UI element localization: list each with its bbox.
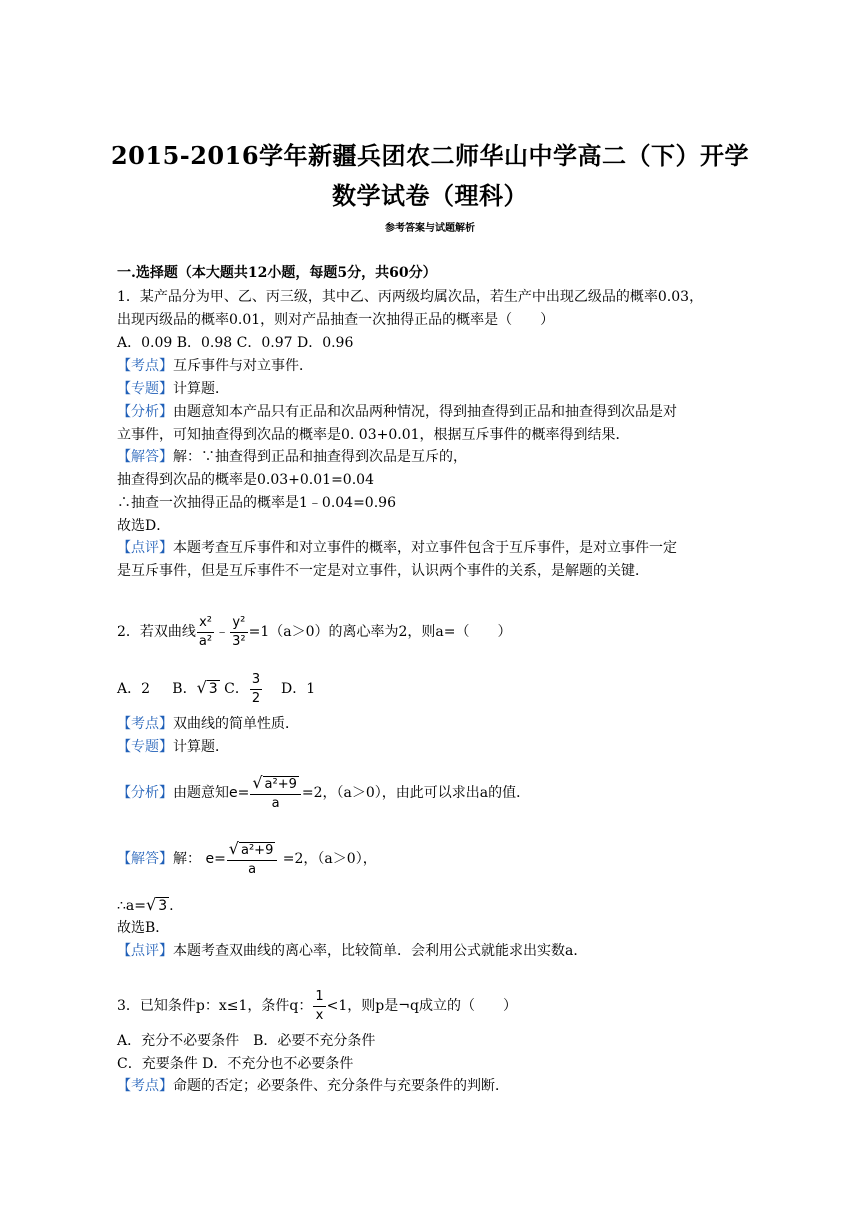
q2-option-a: A．2 [117, 681, 151, 697]
q2-answer [117, 895, 174, 916]
q3-stem [117, 986, 517, 1026]
q3-options-line2: C．充要条件 D．不充分也不必要条件 [117, 1056, 354, 1072]
q1-zhuanti [117, 379, 229, 399]
zhuanti-tag: 【专题】 [117, 739, 173, 755]
q1-jieda-text1: 解：∵抽查得到正品和抽查得到次品是互斥的， [173, 449, 467, 465]
q2-option-b: B． [172, 681, 197, 697]
q1-jieda-line3: ∴抽查一次抽得正品的概率是1﹣0.04=0.96 [117, 495, 396, 511]
q1-fenxi-line2: 立事件，可知抽查得到次品的概率是0. 03+0.01，根据互斥事件的概率得到结果． [117, 427, 630, 443]
q1-options: A．0.09 B．0.98 C．0.97 D．0.96 [117, 335, 354, 351]
section-heading: 一.选择题（本大题共12小题，每题5分，共60分） [117, 265, 437, 281]
fraction-denominator: a [248, 861, 257, 877]
q2-jieda-pre: 解： [173, 851, 201, 867]
jieda-tag: 【解答】 [117, 449, 173, 465]
q2-kaodian-text: 双曲线的简单性质． [173, 716, 299, 732]
fraction-numerator: y² [230, 614, 247, 633]
sqrt-symbol: √ [145, 895, 157, 914]
fraction-3-2 [250, 671, 262, 708]
fenxi-tag: 【分析】 [117, 785, 173, 801]
eccentricity-symbol: e= [229, 785, 250, 801]
q2-options [117, 668, 315, 709]
q2-dianping-text: 本题考查双曲线的离心率，比较简单．会利用公式就能求出实数a． [173, 943, 588, 959]
q1-jieda-line1 [117, 447, 467, 467]
q2-fenxi [117, 772, 530, 814]
fraction-denominator: x [315, 1007, 324, 1023]
dianping-tag: 【点评】 [117, 540, 173, 556]
sqrt-value: a²+9 [264, 776, 297, 792]
sqrt-symbol: √ [228, 838, 239, 858]
q1-kaodian-text: 互斥事件与对立事件． [173, 358, 313, 374]
fraction-denominator: a [271, 795, 280, 811]
q2-answer-pre: ∴a= [117, 898, 146, 914]
q3-options-line1: A．充分不必要条件 B．必要不充分条件 [117, 1033, 376, 1049]
q1-dianping-line2: 是互斥事件，但是互斥事件不一定是对立事件，认识两个事件的关系，是解题的关键． [117, 563, 649, 579]
minus-sign: ﹣ [215, 624, 230, 640]
q1-fenxi-text1: 由题意知本产品只有正品和次品两种情况，得到抽查得到正品和抽查得到次品是对 [173, 404, 677, 420]
q3-kaodian-text: 命题的否定；必要条件、充分条件与充要条件的判断． [173, 1078, 509, 1094]
q2-zhuanti [117, 737, 229, 757]
q2-zhuanti-text: 计算题． [173, 739, 229, 755]
q3-stem-post: <1，则p是¬q成立的（ ） [326, 998, 517, 1014]
q3-kaodian [117, 1076, 509, 1096]
q2-stem [117, 612, 511, 652]
fraction-numerator: x² [197, 614, 214, 633]
kaodian-tag: 【考点】 [117, 716, 173, 732]
fraction-x2-a2 [197, 614, 214, 651]
kaodian-tag: 【考点】 [117, 1078, 173, 1094]
dianping-tag: 【点评】 [117, 943, 173, 959]
page-title-line2: 数学试卷（理科） [332, 181, 528, 210]
q1-stem-line1: 1．某产品分为甲、乙、丙三级，其中乙、丙两级均属次品，若生产中出现乙级品的概率0.03， [117, 289, 704, 305]
q2-jieda [117, 838, 377, 880]
fraction-y2-32 [230, 614, 247, 651]
q2-kaodian [117, 714, 299, 734]
q2-fenxi-post: =2，（a＞0），由此可以求出a的值． [301, 785, 531, 801]
fraction-numerator [227, 840, 278, 861]
q2-fenxi-pre: 由题意知 [173, 785, 229, 801]
q2-answer-post: . [169, 898, 174, 914]
page-title-line1: 2015-2016学年新疆兵团农二师华山中学高二（下）开学 [110, 141, 750, 170]
sqrt-value: a²+9 [241, 842, 274, 858]
fraction-eccentricity [227, 840, 278, 879]
sqrt-symbol: √ [196, 678, 207, 697]
q2-dianping [117, 941, 587, 961]
q1-kaodian [117, 356, 313, 376]
q2-jieda-post: =2，（a＞0）， [282, 851, 377, 867]
fraction-denominator: 3² [232, 633, 246, 649]
fraction-eccentricity [250, 774, 301, 813]
q1-fenxi-line1 [117, 402, 677, 422]
sqrt-value: 3 [158, 898, 168, 914]
fraction-1-x [313, 988, 325, 1025]
q1-jieda-line4: 故选D． [117, 518, 171, 534]
page-subtitle: 参考答案与试题解析 [385, 223, 475, 234]
fraction-numerator: 3 [250, 671, 262, 690]
fraction-denominator: a² [198, 633, 213, 649]
zhuanti-tag: 【专题】 [117, 381, 173, 397]
q1-zhuanti-text: 计算题． [173, 381, 229, 397]
q2-option-d: D．1 [280, 681, 316, 697]
q1-jieda-line2: 抽查得到次品的概率是0.03+0.01=0.04 [117, 472, 374, 488]
q1-dianping-text1: 本题考查互斥事件和对立事件的概率，对立事件包含于互斥事件，是对立事件一定 [173, 540, 677, 556]
q2-stem-post: =1（a＞0）的离心率为2，则a=（ ） [248, 624, 512, 640]
fenxi-tag: 【分析】 [117, 404, 173, 420]
fraction-numerator: 1 [313, 988, 325, 1007]
fraction-denominator: 2 [251, 690, 261, 706]
jieda-tag: 【解答】 [117, 851, 173, 867]
q2-option-c: C． [224, 681, 249, 697]
kaodian-tag: 【考点】 [117, 358, 173, 374]
q3-stem-pre: 3．已知条件p：x≤1，条件q： [117, 998, 313, 1014]
q2-stem-pre: 2．若双曲线 [117, 624, 196, 640]
q2-guxuan: 故选B． [117, 920, 170, 936]
eccentricity-symbol: e= [205, 851, 226, 867]
q1-stem-line2: 出现丙级品的概率0.01，则对产品抽查一次抽得正品的概率是（ ） [117, 312, 555, 328]
fraction-numerator [250, 774, 301, 795]
sqrt-value: 3 [208, 681, 218, 697]
sqrt-symbol: √ [252, 772, 263, 792]
q1-dianping-line1 [117, 538, 677, 558]
